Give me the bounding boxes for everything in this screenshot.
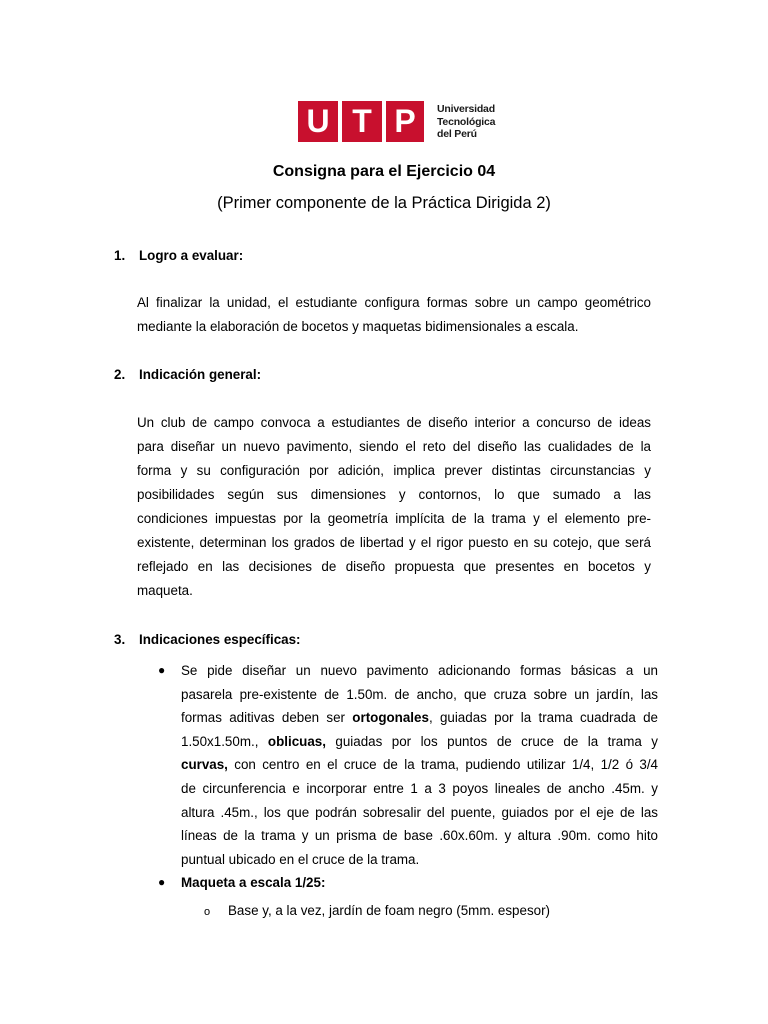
bullet-line: líneas de la trama y un prisma de base .60x.60m. y altura .90m. como hito (181, 828, 658, 844)
bullet-item-1 (181, 659, 658, 871)
bold-term: curvas, (181, 757, 228, 773)
document-title: Consigna para el Ejercicio 04 (272, 163, 496, 180)
section-number: 1. (114, 248, 126, 263)
logo-letter-t: T (342, 101, 382, 142)
bold-term: Maqueta a escala 1/25: (181, 875, 326, 890)
bullet-icon: ● (158, 875, 166, 889)
logo-letter-u: U (298, 101, 338, 142)
text-run: 1.50x1.50m., (181, 733, 268, 749)
section-title: Logro a evaluar: (139, 248, 244, 263)
logo-name-line: Universidad (437, 103, 495, 115)
paragraph-line: para diseñar un nuevo pavimento, siendo el reto del diseño las cualidades de la (137, 439, 651, 454)
paragraph-line: Al finalizar la unidad, el estudiante configura formas sobre un campo geométrico (137, 295, 651, 310)
bullet-line: de circunferencia e incorporar entre 1 a 3 poyos lineales de ancho .45m. y (181, 780, 658, 796)
section-number: 3. (114, 632, 126, 647)
bullet-line (181, 706, 658, 730)
text-run: guiadas por los puntos de cruce de la trama y (325, 733, 659, 749)
sub-item: Base y, a la vez, jardín de foam negro (5mm. espesor) (228, 903, 551, 918)
bold-term: oblicuas, (267, 733, 326, 749)
paragraph-line: maqueta. (137, 583, 193, 598)
paragraph-line: existente, determinan los grados de libertad y el rigor puesto en su cotejo, que será (137, 535, 651, 550)
bullet-line (181, 730, 658, 754)
section-1-paragraph (137, 291, 651, 339)
text-run: formas aditivas deben ser (181, 710, 353, 726)
bullet-line: Se pide diseñar un nuevo pavimento adicionando formas básicas a un (181, 663, 658, 678)
section-title: Indicación general: (139, 367, 262, 382)
paragraph-line: posibilidades según sus dimensiones y contornos, lo que sumado a las (137, 487, 651, 502)
bullet-item-2 (181, 871, 658, 895)
bullet-line: pasarela pre-existente de 1.50m. de ancho, que cruza sobre un jardín, las (181, 686, 658, 702)
text-run: con centro en el cruce de la trama, pudiendo utilizar 1/4, 1/2 ó 3/4 (227, 757, 658, 773)
paragraph-line: forma y su configuración por adición, implica prever distintas circunstancias y (137, 463, 651, 478)
paragraph-line: reflejado en las decisiones de diseño propuesta que presentes en bocetos y (137, 559, 651, 574)
logo-name-line: del Perú (437, 128, 477, 140)
paragraph-line: mediante la elaboración de bocetos y maquetas bidimensionales a escala. (137, 319, 579, 334)
section-number: 2. (114, 367, 126, 382)
bullet-icon: ● (158, 663, 166, 677)
bold-term: ortogonales (352, 710, 429, 726)
section-title: Indicaciones específicas: (139, 632, 301, 647)
bullet-line: altura .45m., los que podrán sobresalir del puente, guiados por el eje de las (181, 804, 658, 820)
text-run: , guiadas por la trama cuadrada de (428, 710, 658, 726)
bullet-line: puntual ubicado en el cruce de la trama. (181, 851, 420, 867)
paragraph-line: Un club de campo convoca a estudiantes de diseño interior a concurso de ideas (137, 415, 651, 430)
paragraph-line: condiciones impuestas por la geometría implícita de la trama y el elemento pre- (137, 511, 651, 526)
bullet-line (181, 871, 658, 895)
logo-letter-p: P (386, 101, 424, 142)
sub-bullet-icon: o (204, 906, 211, 918)
section-2-paragraph (137, 411, 651, 603)
logo-name-line: Tecnológica (437, 115, 496, 128)
logo-name (437, 103, 507, 141)
bullet-line (181, 753, 658, 777)
document-subtitle: (Primer componente de la Práctica Dirigida 2) (217, 194, 551, 212)
